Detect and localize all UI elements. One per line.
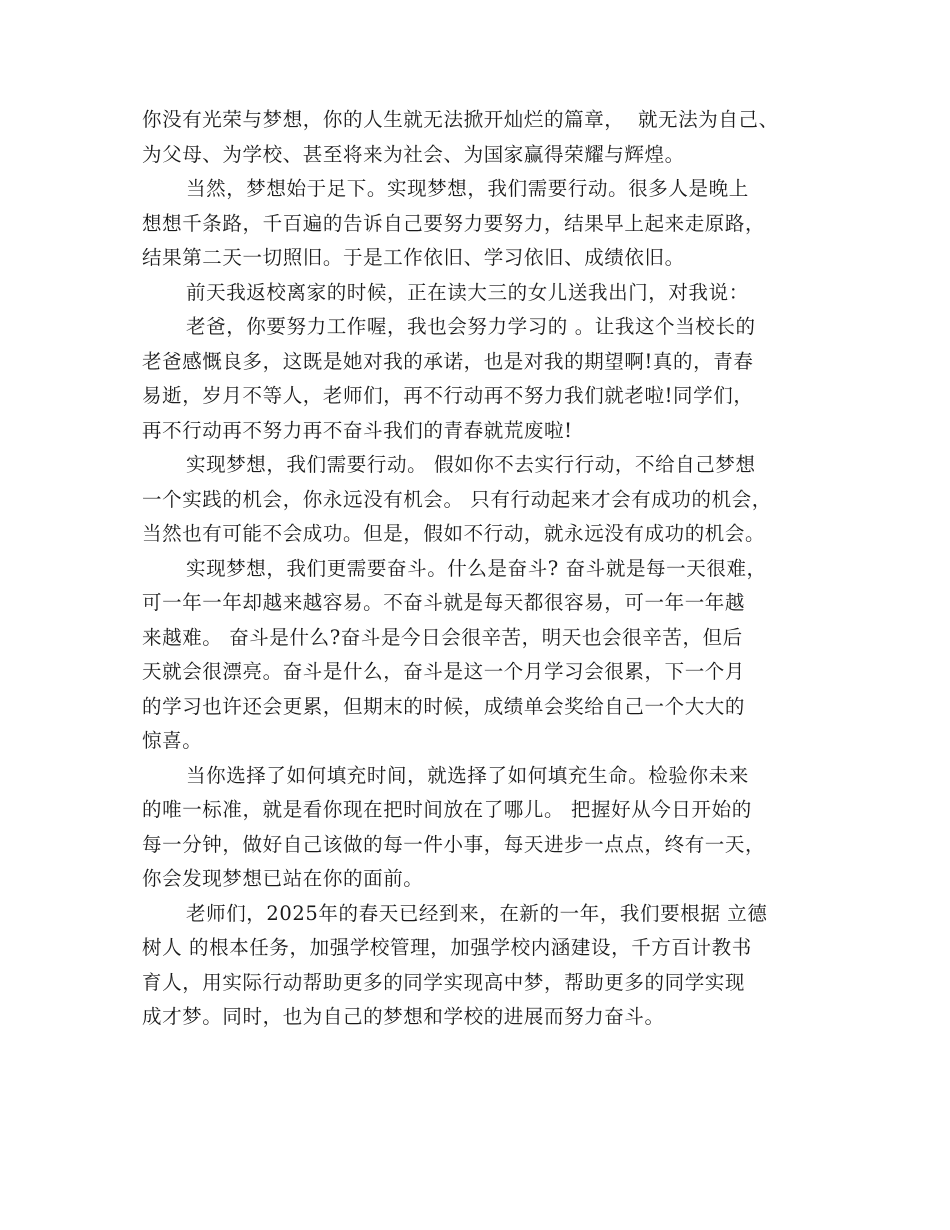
text-line: 结果第二天一切照旧。于是工作依旧、学习依旧、成绩依旧。 xyxy=(142,246,685,269)
text-line: 想想千条路，千百遍的告诉自己要努力要努力，结果早上起来走原路， xyxy=(142,211,766,235)
text-line: 一个实践的机会，你永远没有机会。 只有行动起来才会有成功的机会， xyxy=(142,487,772,511)
text-line: 当然也有可能不会成功。但是，假如不行动，就永远没有成功的机会。 xyxy=(142,522,766,545)
text-line: 前天我返校离家的时候，正在读大三的女儿送我出门，对我说： xyxy=(186,280,749,304)
text-line: 天就会很漂亮。奋斗是什么，奋斗是这一个月学习会很累，下一个月 xyxy=(142,660,746,683)
text-line: 成才梦。同时，也为自己的梦想和学校的进展而努力奋斗。 xyxy=(142,1005,665,1028)
text-line: 实现梦想，我们更需要奋斗。什么是奋斗? 奋斗就是每一天很难， xyxy=(186,556,767,580)
text-line: 易逝，岁月不等人，老师们，再不行动再不努力我们就老啦!同学们， xyxy=(142,384,754,407)
text-line: 老师们，2025年的春天已经到来，在新的一年，我们要根据 立德 xyxy=(186,901,768,925)
text-line: 惊喜。 xyxy=(142,729,203,752)
text-line: 来越难。 奋斗是什么?奋斗是今日会很辛苦，明天也会很辛苦，但后 xyxy=(142,625,743,649)
text-line: 当然，梦想始于足下。实现梦想，我们需要行动。很多人是晚上 xyxy=(186,177,749,200)
text-line: 你会发现梦想已站在你的面前。 xyxy=(142,867,424,890)
text-line: 为父母、为学校、甚至将来为社会、为国家赢得荣耀与辉煌。 xyxy=(142,142,685,166)
text-line: 你没有光荣与梦想，你的人生就无法掀开灿烂的篇章， 就无法为自己、 xyxy=(142,108,779,131)
text-line: 的唯一标准，就是看你现在把时间放在了哪儿。 把握好从今日开始的 xyxy=(142,798,752,821)
text-line: 树人 的根本任务，加强学校管理，加强学校内涵建设，千方百计教书 xyxy=(142,936,752,959)
document-body xyxy=(142,103,822,1035)
text-line: 可一年一年却越来越容易。不奋斗就是每天都很容易，可一年一年越 xyxy=(142,591,746,614)
text-line: 老爸，你要努力工作喔，我也会努力学习的 。让我这个当校长的 xyxy=(186,315,756,338)
text-line: 的学习也许还会更累，但期末的时候，成绩单会奖给自己一个大大的 xyxy=(142,694,746,718)
text-line: 实现梦想，我们需要行动。 假如你不去实行行动，不给自己梦想 xyxy=(186,453,756,476)
text-line: 每一分钟，做好自己该做的每一件小事，每天进步一点点，终有一天， xyxy=(142,832,766,856)
text-line: 老爸感慨良多，这既是她对我的承诺，也是对我的期望啊!真的，青春 xyxy=(142,349,754,373)
text-line: 育人，用实际行动帮助更多的同学实现高中梦，帮助更多的同学实现 xyxy=(142,970,746,994)
text-line: 当你选择了如何填充时间，就选择了如何填充生命。检验你未来 xyxy=(186,763,749,787)
text-line: 再不行动再不努力再不奋斗我们的青春就荒废啦! xyxy=(142,418,573,442)
